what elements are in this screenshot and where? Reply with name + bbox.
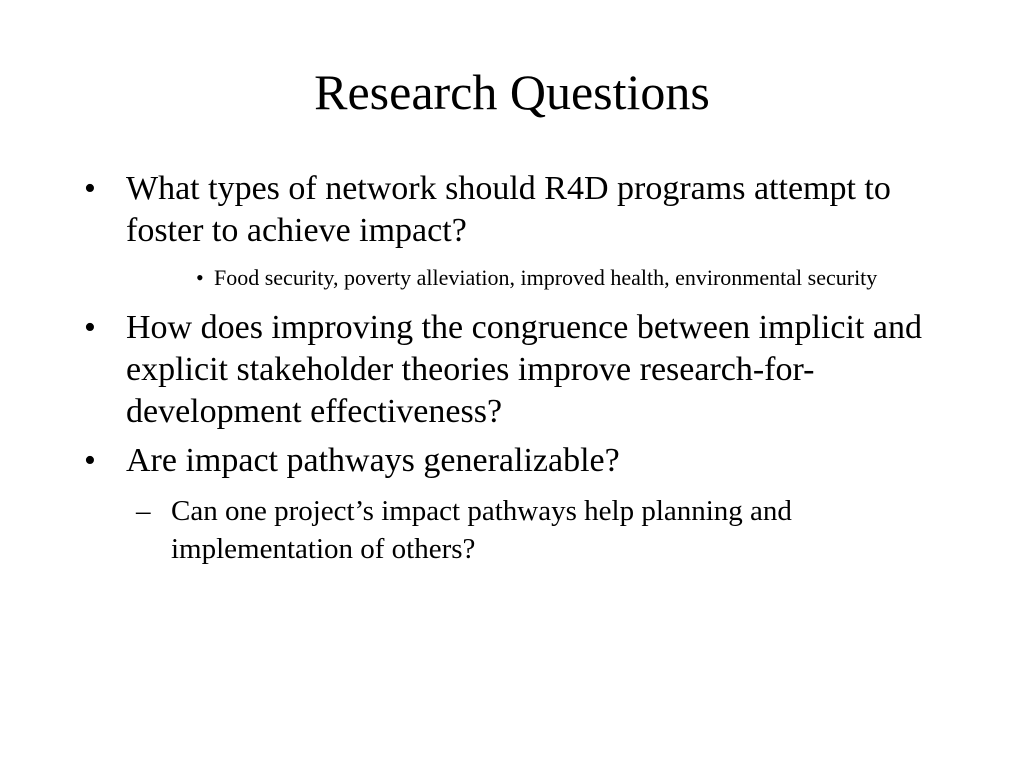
bullet-item-congruence xyxy=(84,307,944,433)
slide-title: Research Questions xyxy=(314,64,710,120)
sub-dash-item-planning xyxy=(136,492,944,568)
sub-bullet-item-impacts xyxy=(196,262,944,293)
dash-marker: – xyxy=(136,495,151,527)
bullet-text: Are impact pathways generalizable? xyxy=(126,442,620,479)
bullet-item-generalizable xyxy=(84,440,944,482)
sub-bullet-text: Food security, poverty alleviation, improved health, environmental security xyxy=(214,265,878,290)
bullet-text: What types of network should R4D programs attempt to foster to achieve impact? xyxy=(126,170,891,249)
sub-dash-text: Can one project’s impact pathways help planning and implementation of others? xyxy=(171,495,792,565)
bullet-text: How does improving the congruence between implicit and explicit stakeholder theories improve research-for-development effectiveness? xyxy=(126,309,922,430)
bullet-list xyxy=(84,168,944,568)
bullet-marker: • xyxy=(84,170,96,207)
bullet-marker: • xyxy=(84,442,96,479)
bullet-item-networks xyxy=(84,168,944,252)
bullet-marker: • xyxy=(84,309,96,346)
sub-bullet-marker: • xyxy=(196,265,204,290)
